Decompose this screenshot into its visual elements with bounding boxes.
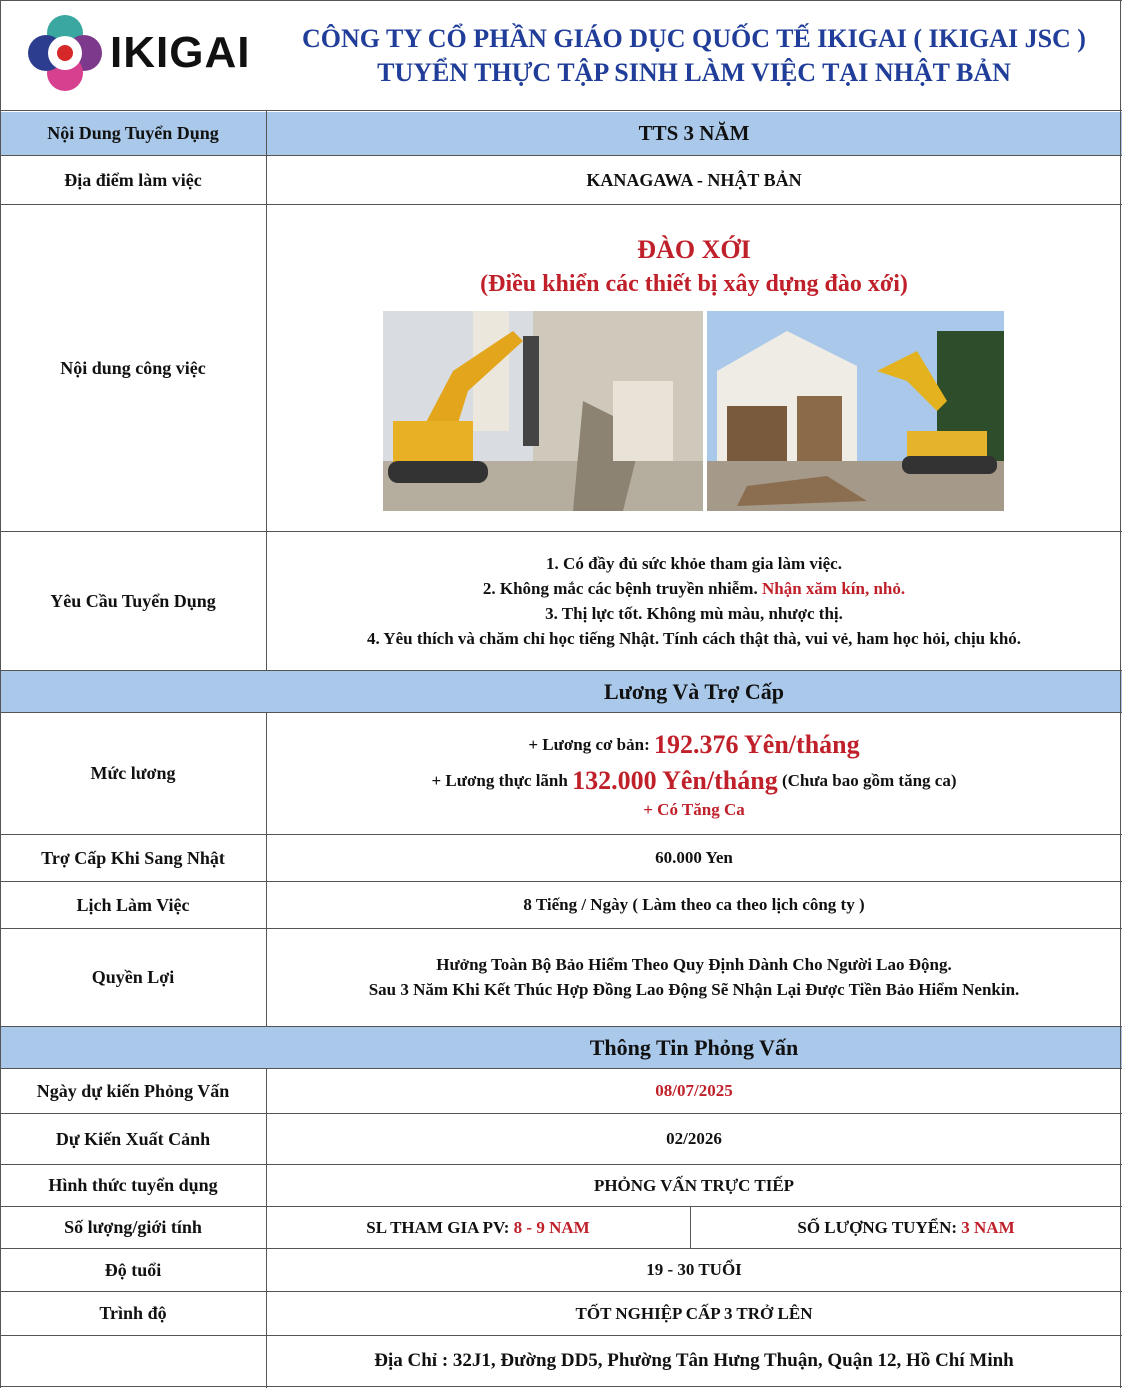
schedule-value: 8 Tiếng / Ngày ( Làm theo ca theo lịch công ty ) <box>523 895 865 914</box>
excavator-demolition-photo-1 <box>383 311 703 511</box>
hire-value: 3 NAM <box>961 1217 1015 1237</box>
excavator-demolition-photo-2 <box>707 311 1004 511</box>
net-salary-note: (Chưa bao gồm tăng ca) <box>777 771 957 790</box>
ikigai-logo <box>26 12 256 94</box>
job-label: Nội dung công việc <box>60 357 206 378</box>
location-value: KANAGAWA - NHẬT BẢN <box>586 169 802 190</box>
hire-prefix: SỐ LƯỢNG TUYỂN: <box>797 1217 962 1237</box>
salary-label: Mức lương <box>90 763 176 783</box>
hire-cell <box>690 1207 1122 1248</box>
participants-prefix: SL THAM GIA PV: <box>366 1217 514 1237</box>
benefit-2: Sau 3 Năm Khi Kết Thúc Hợp Đồng Lao Động Sẽ Nhận Lại Được Tiền Bảo Hiểm Nenkin. <box>368 980 1020 999</box>
overtime-note: + Có Tăng Ca <box>643 800 745 819</box>
requirements-label: Yêu Cầu Tuyển Dụng <box>50 590 216 611</box>
location-label: Địa điểm làm việc <box>64 169 202 190</box>
age-value: 19 - 30 TUỔI <box>646 1260 742 1279</box>
requirement-3: 3. Thị lực tốt. Không mù màu, nhược thị. <box>545 604 843 623</box>
interview-date-value: 08/07/2025 <box>655 1081 733 1100</box>
flower-logo-icon <box>26 14 104 92</box>
requirement-2 <box>266 577 1122 601</box>
schedule-label: Lịch Làm Việc <box>76 894 190 915</box>
requirement-2-tattoo: Nhận xăm kín, nhỏ. <box>761 579 906 598</box>
requirement-2-text: 2. Không mắc các bệnh truyền nhiễm. <box>482 579 762 598</box>
education-label: Trình độ <box>99 1303 167 1323</box>
interview-section-title: Thông Tin Phỏng Vấn <box>589 1035 799 1060</box>
recruit-label: Nội Dung Tuyển Dụng <box>47 122 219 143</box>
address: Địa Chỉ : 32J1, Đường DD5, Phường Tân Hưng Thuận, Quận 12, Hồ Chí Minh <box>374 1350 1014 1371</box>
recruit-value: TTS 3 NĂM <box>638 120 750 145</box>
base-salary-line <box>266 728 1122 762</box>
job-title: ĐÀO XỚI <box>637 235 751 264</box>
participants-value: 8 - 9 NAM <box>513 1217 590 1237</box>
departure-label: Dự Kiến Xuất Cảnh <box>55 1128 211 1149</box>
age-label: Độ tuổi <box>104 1259 162 1280</box>
form-label: Hình thức tuyển dụng <box>48 1175 218 1195</box>
requirement-1: 1. Có đầy đủ sức khỏe tham gia làm việc. <box>546 554 842 573</box>
base-salary-prefix: + Lương cơ bản: <box>528 735 654 754</box>
page-title: TUYỂN THỰC TẬP SINH LÀM VIỆC TẠI NHẬT BẢN <box>377 58 1011 87</box>
benefits-label: Quyền Lợi <box>91 967 175 987</box>
net-salary-value: 132.000 Yên/tháng <box>572 766 778 795</box>
job-subtitle: (Điều khiển các thiết bị xây dựng đào xới) <box>480 270 908 297</box>
education-value: TỐT NGHIỆP CẤP 3 TRỞ LÊN <box>575 1303 813 1323</box>
company-name: CÔNG TY CỔ PHẦN GIÁO DỤC QUỐC TẾ IKIGAI ( IKIGAI JSC ) <box>302 24 1086 53</box>
form-value: PHỎNG VẤN TRỰC TIẾP <box>593 1175 795 1195</box>
logo-text: IKIGAI <box>110 28 251 77</box>
departure-value: 02/2026 <box>666 1129 722 1148</box>
allowance-value: 60.000 Yen <box>655 848 733 867</box>
allowance-label: Trợ Cấp Khi Sang Nhật <box>41 847 225 868</box>
quantity-label: Số lượng/giới tính <box>64 1217 202 1237</box>
salary-section-title: Lương Và Trợ Cấp <box>604 679 784 704</box>
net-salary-prefix: + Lương thực lãnh <box>431 771 573 790</box>
requirement-4: 4. Yêu thích và chăm chỉ học tiếng Nhật. Tính cách thật thà, vui vẻ, ham học hỏi, chịu khó. <box>366 629 1022 648</box>
net-salary-line <box>266 764 1122 798</box>
benefit-1: Hưởng Toàn Bộ Bảo Hiểm Theo Quy Định Dành Cho Người Lao Động. <box>436 955 952 974</box>
participants-cell <box>266 1207 690 1248</box>
interview-date-label: Ngày dự kiến Phỏng Vấn <box>36 1080 230 1101</box>
base-salary-value: 192.376 Yên/tháng <box>654 730 860 759</box>
